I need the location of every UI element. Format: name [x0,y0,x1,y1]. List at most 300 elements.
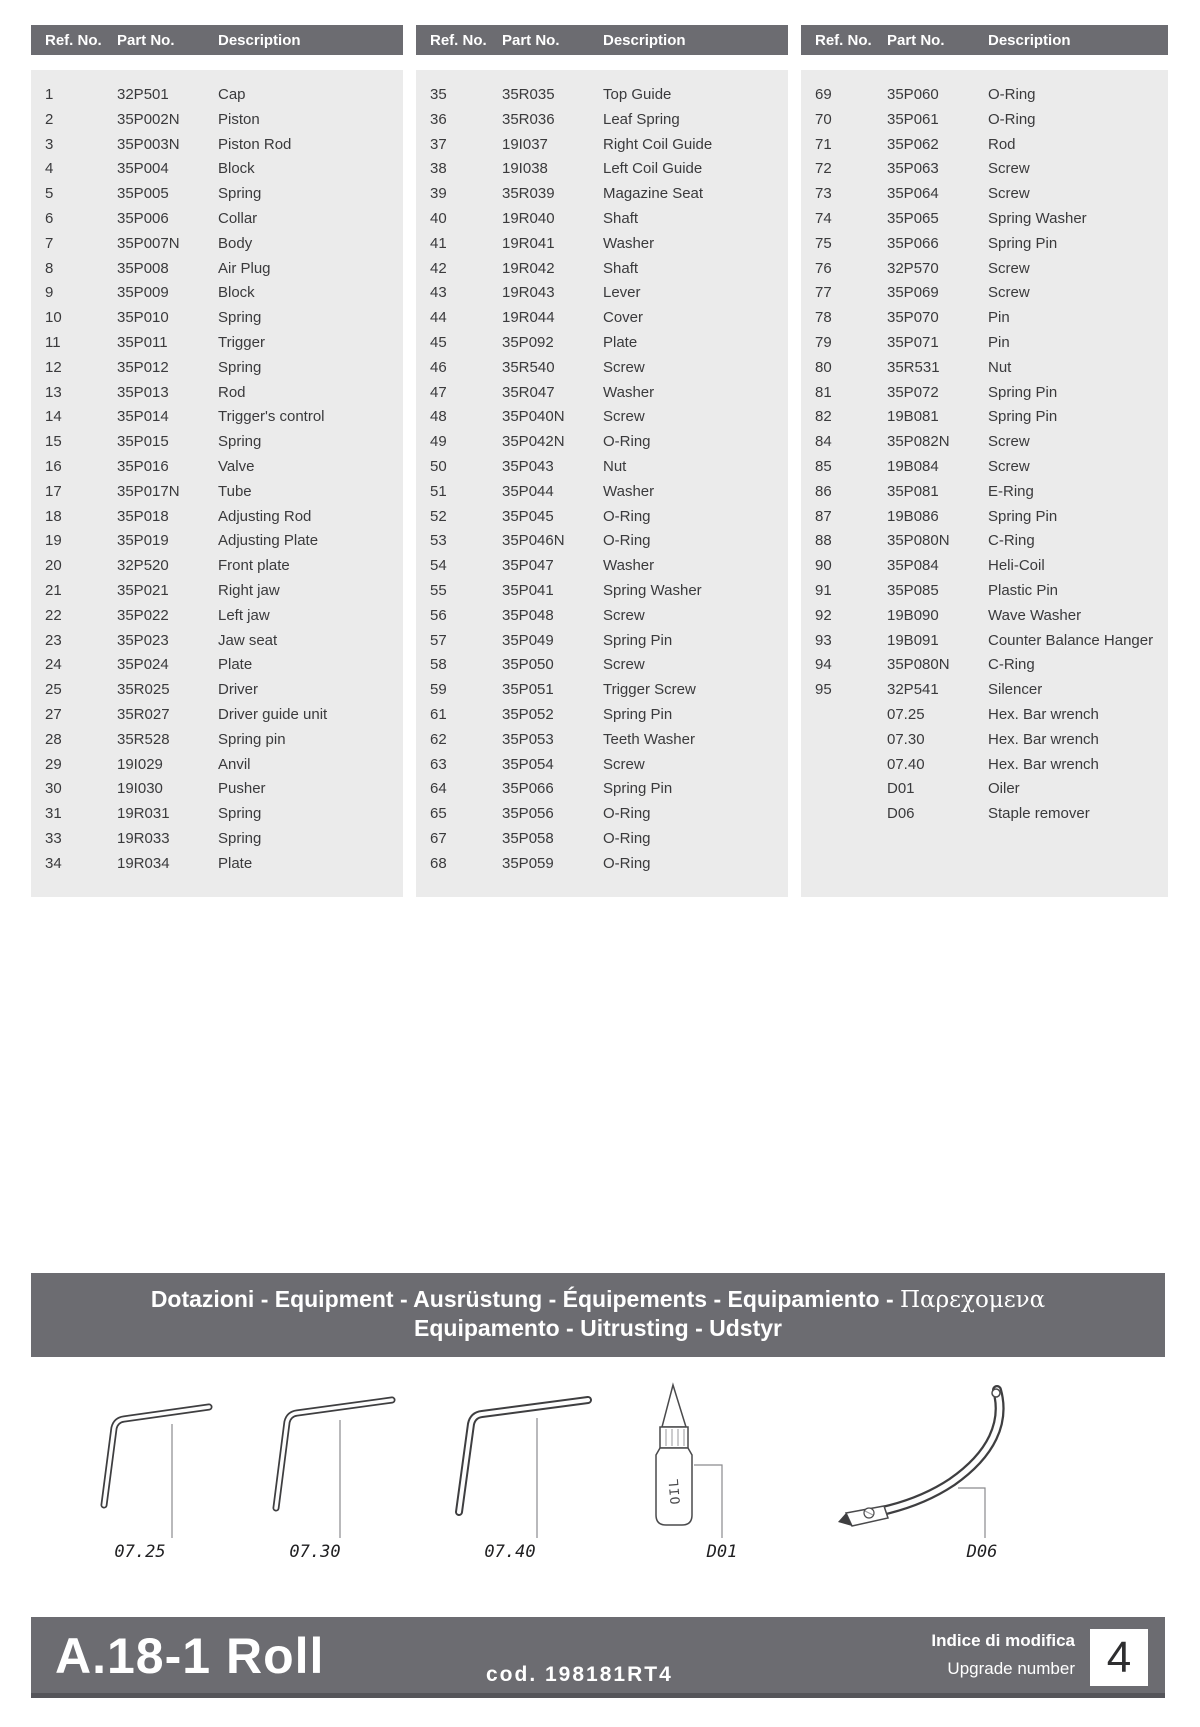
table-row [416,531,788,556]
description-cell: Spring Pin [603,780,673,798]
part-no-cell: 35P023 [117,631,169,649]
description-cell: Front plate [218,557,290,575]
tool-label-07-30: 07.30 [289,1542,341,1562]
description-cell: Magazine Seat [603,185,704,203]
ref-no-cell: 25 [45,681,62,699]
ref-no-cell: 70 [815,110,832,128]
part-no-cell: 35P049 [502,631,554,649]
description-cell: Body [218,234,253,252]
ref-no-cell: 65 [430,805,447,823]
leader-line [958,1488,985,1538]
description-cell: Hex. Bar wrench [988,755,1099,773]
description-cell: Screw [988,433,1030,451]
part-no-cell: 35P080N [887,532,950,550]
col-header-ref-no: Ref. No. [45,32,102,49]
description-cell: Spring pin [218,730,286,748]
description-cell: Screw [988,284,1030,302]
parts-table-2-header [416,25,788,55]
description-cell: O-Ring [603,805,651,823]
col-header-part-no: Part No. [117,32,175,49]
table-row [31,556,403,581]
table-row [416,407,788,432]
part-no-cell: 19B090 [887,606,939,624]
description-cell: Screw [603,358,645,376]
table-row [416,358,788,383]
parts-table-2 [416,25,788,897]
table-row [801,631,1168,656]
table-row [31,755,403,780]
part-no-cell: 35P017N [117,482,180,500]
ref-no-cell: 37 [430,135,447,153]
table-row [31,457,403,482]
description-cell: O-Ring [603,507,651,525]
part-no-cell: 19B091 [887,631,939,649]
part-no-cell: 35R025 [117,681,170,699]
ref-no-cell: 91 [815,581,832,599]
table-row [416,730,788,755]
ref-no-cell: 47 [430,383,447,401]
ref-no-cell: 94 [815,656,832,674]
description-cell: Spring Washer [988,209,1087,227]
table-row [31,482,403,507]
description-cell: Plate [218,854,253,872]
table-row [801,730,1168,755]
part-no-cell: 35P042N [502,433,565,451]
table-row [31,655,403,680]
part-no-cell: 35P051 [502,681,554,699]
col-header-ref-no: Ref. No. [815,32,872,49]
ref-no-cell: 12 [45,358,62,376]
part-no-cell: 35P061 [887,110,939,128]
description-cell: Leaf Spring [603,110,680,128]
table-row [31,209,403,234]
table-row [801,308,1168,333]
ref-no-cell: 72 [815,160,832,178]
description-cell: Spring [218,805,262,823]
ref-no-cell: 95 [815,681,832,699]
part-no-cell: 19R041 [502,234,555,252]
ref-no-cell: 90 [815,557,832,575]
table-row [801,135,1168,160]
description-cell: Spring Pin [988,234,1058,252]
table-row [801,581,1168,606]
description-cell: Spring [218,433,262,451]
description-cell: Screw [988,185,1030,203]
ref-no-cell: 39 [430,185,447,203]
description-cell: Teeth Washer [603,730,695,748]
table-row [801,110,1168,135]
ref-no-cell: 5 [45,185,54,203]
description-cell: Tube [218,482,252,500]
table-row [416,655,788,680]
ref-no-cell: 31 [45,805,62,823]
part-no-cell: 35P005 [117,185,169,203]
part-no-cell: 19R040 [502,209,555,227]
part-no-cell: 35P052 [502,705,554,723]
table-row [31,234,403,259]
description-cell: Pin [988,309,1010,327]
ref-no-cell: 38 [430,160,447,178]
col-header-description: Description [988,32,1071,49]
part-no-cell: 35R039 [502,185,555,203]
table-row [31,358,403,383]
description-cell: Left jaw [218,606,270,624]
description-cell: Washer [603,557,655,575]
ref-no-cell: 51 [430,482,447,500]
ref-no-cell: 86 [815,482,832,500]
equipment-banner-line1-greek: Παρεχομενα [900,1287,1046,1313]
description-cell: O-Ring [603,829,651,847]
part-no-cell: 35P056 [502,805,554,823]
ref-no-cell: 63 [430,755,447,773]
ref-no-cell: 64 [430,780,447,798]
table-row [416,110,788,135]
description-cell: Oiler [988,780,1020,798]
model-title: A.18-1 Roll [55,1628,325,1684]
ref-no-cell: 40 [430,209,447,227]
ref-no-cell: 52 [430,507,447,525]
part-no-cell: 35P002N [117,110,180,128]
ref-no-cell: 16 [45,457,62,475]
table-row [416,234,788,259]
part-no-cell: 19R042 [502,259,555,277]
part-no-cell: 35P011 [117,333,168,351]
table-row [31,779,403,804]
ref-no-cell: 13 [45,383,62,401]
hex-wrench-small-illustration [104,1407,209,1538]
table-row [416,556,788,581]
table-row [801,283,1168,308]
table-row [31,333,403,358]
equipment-banner-line2: Equipamento - Uitrusting - Udstyr [414,1315,782,1341]
description-cell: Silencer [988,681,1043,699]
tool-label-d06: D06 [966,1542,998,1562]
part-no-cell: 35P080N [887,656,950,674]
table-row [416,804,788,829]
ref-no-cell: 67 [430,829,447,847]
description-cell: Washer [603,234,655,252]
ref-no-cell: 74 [815,209,832,227]
table-row [31,606,403,631]
ref-no-cell: 82 [815,408,832,426]
table-row [31,680,403,705]
ref-no-cell: 62 [430,730,447,748]
ref-no-cell: 3 [45,135,54,153]
parts-table-3-header [801,25,1168,55]
ref-no-cell: 61 [430,705,447,723]
table-row [416,135,788,160]
part-no-cell: 19B086 [887,507,939,525]
part-no-cell: 35P021 [117,581,169,599]
table-row [31,184,403,209]
table-row [31,507,403,532]
table-row [416,209,788,234]
table-row [801,507,1168,532]
table-row [416,308,788,333]
ref-no-cell: 22 [45,606,62,624]
part-no-cell: 19R033 [117,829,170,847]
table-row [31,159,403,184]
part-no-cell: 35P014 [117,408,169,426]
staple-remover-illustration [838,1389,1000,1538]
description-cell: Driver [218,681,258,699]
ref-no-cell: 59 [430,681,447,699]
col-header-part-no: Part No. [887,32,945,49]
part-no-cell: 35P018 [117,507,169,525]
description-cell: Spring [218,185,262,203]
description-cell: Screw [988,160,1030,178]
part-no-cell: 35P066 [502,780,554,798]
ref-no-cell: 29 [45,755,62,773]
col-header-ref-no: Ref. No. [430,32,487,49]
description-cell: Spring Pin [988,383,1058,401]
revision-label-english: Upgrade number [947,1659,1075,1678]
parts-table-3-body [801,70,1168,897]
ref-no-cell: 33 [45,829,62,847]
description-cell: Trigger [218,333,265,351]
description-cell: Screw [603,755,645,773]
description-cell: O-Ring [603,854,651,872]
description-cell: Trigger Screw [603,681,696,699]
description-cell: E-Ring [988,482,1034,500]
table-row [801,457,1168,482]
table-row [416,184,788,209]
part-no-cell: 35P060 [887,86,939,103]
ref-no-cell: 44 [430,309,447,327]
table-row [416,259,788,284]
description-cell: Spring Pin [988,408,1058,426]
ref-no-cell: 81 [815,383,832,401]
equipment-banner-line1 [31,1285,1165,1314]
description-cell: Wave Washer [988,606,1082,624]
part-no-cell: 35P071 [887,333,939,351]
table-row [801,333,1168,358]
part-no-cell: 35R036 [502,110,555,128]
table-row [416,482,788,507]
description-cell: Spring Pin [603,705,673,723]
table-row [801,432,1168,457]
parts-table-1-body [31,70,403,897]
table-row [31,135,403,160]
part-no-cell: 35P006 [117,209,169,227]
product-code: cod. 198181RT4 [486,1663,673,1686]
table-row [416,581,788,606]
part-no-cell: 35P047 [502,557,554,575]
description-cell: Block [218,160,255,178]
ref-no-cell: 78 [815,309,832,327]
col-header-description: Description [603,32,686,49]
table-row [801,680,1168,705]
table-row [801,358,1168,383]
part-no-cell: 35P003N [117,135,180,153]
description-cell: Piston Rod [218,135,292,153]
part-no-cell: 35P066 [887,234,939,252]
description-cell: Screw [603,656,645,674]
table-row [31,407,403,432]
part-no-cell: 35P045 [502,507,554,525]
part-no-cell: 35R035 [502,86,555,103]
ref-no-cell: 55 [430,581,447,599]
description-cell: Plastic Pin [988,581,1059,599]
description-cell: Right jaw [218,581,280,599]
equipment-banner-line1-latin: Dotazioni - Equipment - Ausrüstung - Équipements - Equipamiento - [150,1286,900,1312]
ref-no-cell: 85 [815,457,832,475]
ref-no-cell: 76 [815,259,832,277]
table-row [801,655,1168,680]
description-cell: Shaft [603,259,639,277]
hex-wrench-medium-illustration [276,1400,392,1538]
part-no-cell: 35P070 [887,309,939,327]
description-cell: O-Ring [988,110,1036,128]
table-row [31,804,403,829]
part-no-cell: 35P024 [117,656,169,674]
description-cell: Counter Balance Hanger [988,631,1154,649]
part-no-cell: 35P081 [887,482,939,500]
part-no-cell: 07.30 [887,730,925,748]
table-row [416,85,788,110]
table-row [801,606,1168,631]
part-no-cell: D01 [887,780,915,798]
parts-table-1-header [31,25,403,55]
part-no-cell: 19R044 [502,309,555,327]
description-cell: Spring Pin [603,631,673,649]
table-row [416,680,788,705]
table-row [801,779,1168,804]
description-cell: Screw [988,457,1030,475]
part-no-cell: 35P010 [117,309,169,327]
description-cell: Pin [988,333,1010,351]
ref-no-cell: 14 [45,408,62,426]
part-no-cell: 35R047 [502,383,555,401]
ref-no-cell: 30 [45,780,62,798]
table-row [801,159,1168,184]
description-cell: Hex. Bar wrench [988,730,1099,748]
part-no-cell: 19B081 [887,408,939,426]
table-row [801,755,1168,780]
table-row [801,531,1168,556]
ref-no-cell: 43 [430,284,447,302]
table-row [416,779,788,804]
description-cell: Spring [218,358,262,376]
ref-no-cell: 53 [430,532,447,550]
ref-no-cell: 73 [815,185,832,203]
part-no-cell: 07.40 [887,755,925,773]
table-row [31,383,403,408]
table-row [801,259,1168,284]
description-cell: Shaft [603,209,639,227]
ref-no-cell: 21 [45,581,62,599]
description-cell: Cover [603,309,644,327]
description-cell: Screw [603,408,645,426]
ref-no-cell: 75 [815,234,832,252]
ref-no-cell: 11 [45,333,61,351]
part-no-cell: 35P016 [117,457,169,475]
part-no-cell: 35P008 [117,259,169,277]
description-cell: Adjusting Plate [218,532,319,550]
ref-no-cell: 1 [45,86,54,103]
description-cell: Cap [218,86,246,103]
table-row [416,631,788,656]
table-row [416,705,788,730]
table-row [801,705,1168,730]
part-no-cell: 19B084 [887,457,939,475]
ref-no-cell: 93 [815,631,832,649]
ref-no-cell: 41 [430,234,447,252]
upgrade-number-value: 4 [1106,1632,1132,1682]
table-row [416,383,788,408]
description-cell: Block [218,284,255,302]
part-no-cell: 19I029 [117,755,163,773]
part-no-cell: 32P541 [887,681,939,699]
description-cell: Collar [218,209,258,227]
table-row [416,457,788,482]
table-row [801,482,1168,507]
oil-bottle-label: OIL [666,1477,684,1505]
description-cell: Nut [603,457,627,475]
table-row [416,283,788,308]
description-cell: Adjusting Rod [218,507,312,525]
table-row [416,755,788,780]
part-no-cell: 35P085 [887,581,939,599]
table-row [31,829,403,854]
table-row [416,507,788,532]
table-row [31,531,403,556]
ref-no-cell: 4 [45,160,54,178]
part-no-cell: 35P041 [502,581,554,599]
table-row [31,308,403,333]
ref-no-cell: 46 [430,358,447,376]
col-header-description: Description [218,32,301,49]
description-cell: Lever [603,284,641,302]
ref-no-cell: 18 [45,507,62,525]
description-cell: C-Ring [988,532,1035,550]
ref-no-cell: 27 [45,705,62,723]
part-no-cell: 35P022 [117,606,169,624]
table-row [31,85,403,110]
part-no-cell: 35P059 [502,854,554,872]
ref-no-cell: 19 [45,532,62,550]
part-no-cell: 19R031 [117,805,170,823]
description-cell: C-Ring [988,656,1035,674]
description-cell: O-Ring [988,86,1036,103]
ref-no-cell: 36 [430,110,447,128]
table-row [31,581,403,606]
footer-bar [31,1617,1165,1698]
ref-no-cell: 68 [430,854,447,872]
tool-label-07-40: 07.40 [484,1542,536,1562]
table-row [31,854,403,879]
ref-no-cell: 42 [430,259,447,277]
description-cell: O-Ring [603,433,651,451]
part-no-cell: 35P054 [502,755,554,773]
table-row [31,730,403,755]
part-no-cell: 35P065 [887,209,939,227]
tool-label-07-25: 07.25 [114,1542,166,1562]
part-no-cell: 35R027 [117,705,170,723]
part-no-cell: 35P092 [502,333,554,351]
hex-wrench-large-illustration [459,1400,588,1538]
parts-table-2-body [416,70,788,897]
description-cell: Washer [603,482,655,500]
ref-no-cell: 28 [45,730,62,748]
ref-no-cell: 15 [45,433,62,451]
part-no-cell: 35P084 [887,557,939,575]
description-cell: Screw [988,259,1030,277]
description-cell: O-Ring [603,532,651,550]
part-no-cell: 35P040N [502,408,565,426]
col-header-part-no: Part No. [502,32,560,49]
part-no-cell: 35P013 [117,383,169,401]
